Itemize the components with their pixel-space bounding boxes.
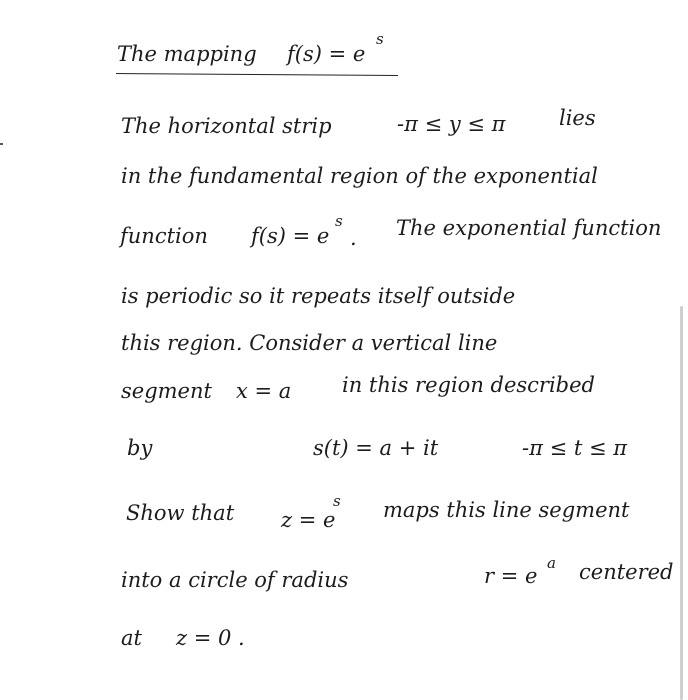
line-4-text: is periodic so it repeats itself outside (121, 284, 516, 308)
line-7-math: s(t) = a + it (313, 436, 439, 460)
line-8-math: z = e (281, 508, 336, 532)
line-10-text: at (121, 626, 142, 650)
line-9-tail: centered (579, 560, 674, 584)
line-5-text: this region. Consider a vertical line (121, 331, 498, 355)
line-2-text: in the fundamental region of the exponential (121, 164, 598, 188)
line-6-tail: in this region described (342, 373, 595, 397)
vertical-scrollbar[interactable] (680, 306, 683, 700)
line-9-math: r = e (484, 564, 538, 588)
title-formula-exponent: s (376, 30, 384, 48)
title-underline (116, 73, 398, 76)
line-3-punct: . (350, 226, 357, 250)
line-9-text: into a circle of radius (121, 568, 349, 592)
line-3-tail: The exponential function (396, 216, 662, 240)
line-8-text: Show that (126, 501, 235, 525)
line-3-math: f(s) = e (251, 224, 330, 248)
line-8-math-exponent: s (333, 492, 341, 510)
title-label: The mapping (117, 42, 257, 66)
edge-mark (0, 143, 3, 145)
line-1-text: The horizontal strip (121, 114, 332, 138)
line-3-math-exponent: s (335, 212, 343, 230)
line-8-tail: maps this line segment (383, 498, 630, 522)
line-7-text: by (127, 436, 153, 460)
line-7-range: -π ≤ t ≤ π (522, 436, 628, 460)
line-3-text: function (120, 224, 208, 248)
line-1-tail: lies (559, 106, 596, 130)
line-9-math-exponent: a (547, 554, 556, 572)
line-6-math: x = a (236, 379, 292, 403)
line-6-text: segment (121, 379, 212, 403)
line-10-math: z = 0 . (176, 626, 245, 650)
title-formula: f(s) = e (287, 42, 366, 66)
line-1-math: -π ≤ y ≤ π (397, 112, 506, 136)
